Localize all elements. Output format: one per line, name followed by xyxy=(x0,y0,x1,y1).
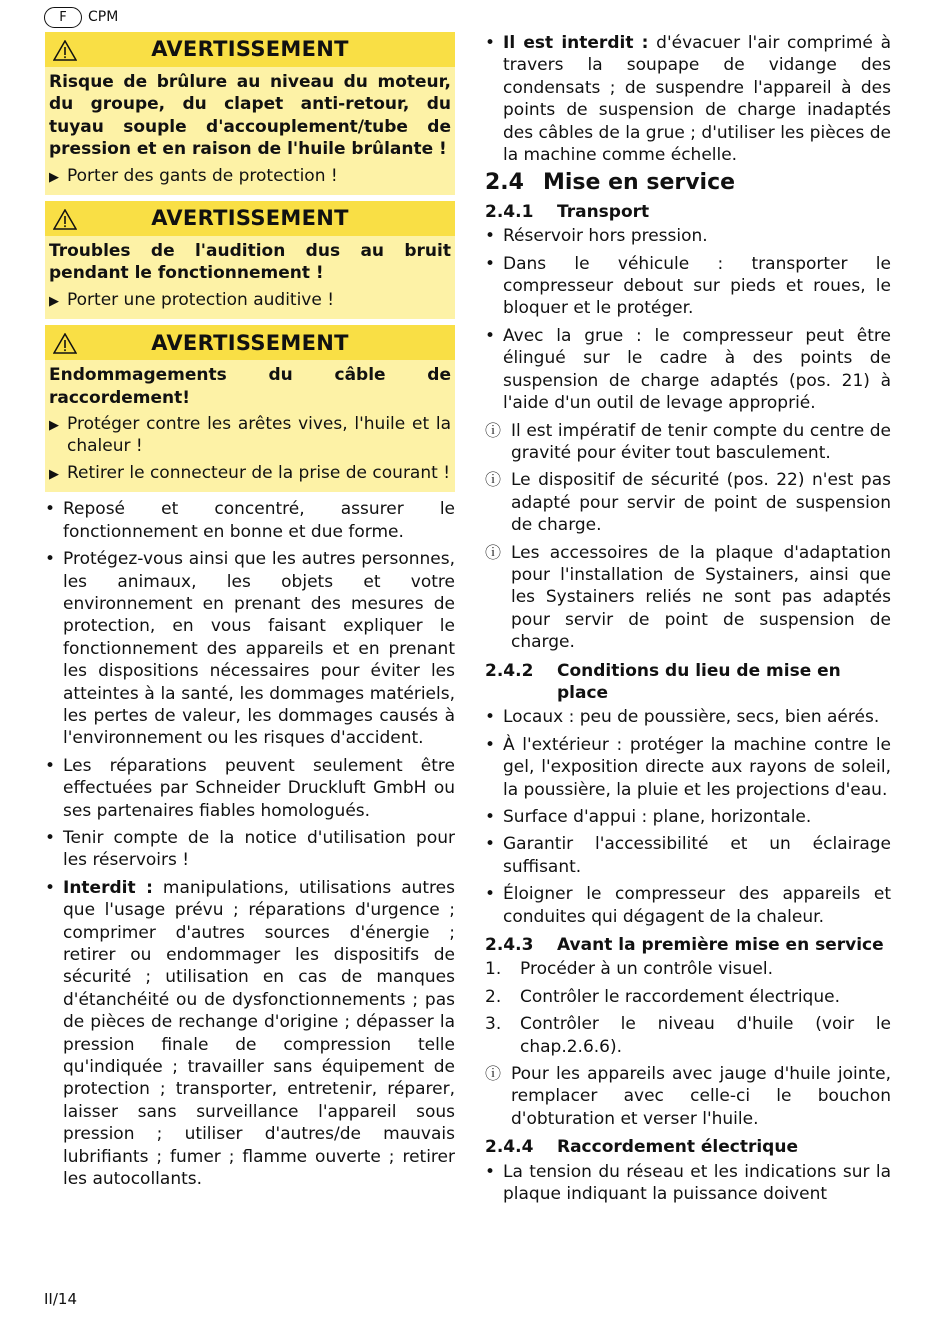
warning-text: Endommagements du câble de raccordement! xyxy=(49,365,451,408)
warning-header xyxy=(45,325,455,360)
bullet-icon: • xyxy=(485,884,496,905)
bullet-icon: • xyxy=(45,755,56,776)
bullet-icon: • xyxy=(485,834,496,855)
triangle-right-icon: ▶ xyxy=(49,418,59,434)
warning-header xyxy=(45,32,455,67)
warning-text: Troubles de l'audition dus au bruit pendant le fonctionnement ! xyxy=(49,241,451,284)
warning-title: AVERTISSEMENT xyxy=(151,330,349,355)
list-item: • Protégez-vous ainsi que les autres personnes, les animaux, les objets et votre environnement en prenant des mesures de protection, en vous faisant expliquer le fonctionnement des appareils et en prenant les dispositions nécessaires pour éviter les atteintes à la santé, les dommages matériels, les pertes de valeur, les dommages causés à l'environnement ou les risques d'accident. xyxy=(45,549,455,749)
triangle-right-icon: ▶ xyxy=(49,169,59,185)
warning-triangle-icon xyxy=(53,209,77,230)
subsection-heading: 2.4.3 Avant la première mise en service xyxy=(485,935,884,956)
product-code: CPM xyxy=(88,9,119,25)
warning-action: ▶ Retirer le connecteur de la prise de courant ! xyxy=(49,462,451,486)
warning-action: ▶ Protéger contre les arêtes vives, l'huile et la chaleur ! xyxy=(49,414,451,457)
warning-text: Risque de brûlure au niveau du moteur, du groupe, du clapet anti-retour, du tuyau souple d'accouplement/tube de pression et en raison de l'huile brûlante ! xyxy=(49,72,451,160)
subsection-heading: 2.4.1 Transport xyxy=(485,201,650,222)
bullet-icon: • xyxy=(45,827,56,848)
info-note: ⓘ Les accessoires de la plaque d'adaptation pour l'installation de Systainers, ainsi que les Systainers reliés ne sont pas adaptés pour servir de point de suspension de charge. xyxy=(485,542,891,653)
right-column xyxy=(485,32,891,1211)
list-item: • Avec la grue : le compresseur peut être élingué sur le cadre à des points de suspension de charge adaptés (pos. 21) à l'aide d'un outil de levage approprié. xyxy=(485,325,891,414)
warning-box-cable xyxy=(45,325,455,492)
list-item: • Dans le véhicule : transporter le compresseur debout sur pieds et roues, le bloquer et le protéger. xyxy=(485,253,891,319)
warning-triangle-icon xyxy=(53,333,77,354)
bullet-icon: • xyxy=(485,707,496,728)
warning-triangle-icon xyxy=(53,40,77,61)
left-column xyxy=(45,32,455,1195)
warning-action: ▶ Porter une protection auditive ! xyxy=(49,289,451,313)
info-icon: ⓘ xyxy=(485,420,502,440)
page-header xyxy=(44,6,118,28)
list-item: • Garantir l'accessibilité et un éclairage suffisant. xyxy=(485,834,891,877)
bullet-icon: • xyxy=(485,253,496,274)
list-item: • Surface d'appui : plane, horizontale. xyxy=(485,807,812,827)
info-note: ⓘ Le dispositif de sécurité (pos. 22) n'est pas adapté pour servir de point de suspension de charge. xyxy=(485,470,891,536)
list-item: • Réservoir hors pression. xyxy=(485,226,708,247)
bullet-icon: • xyxy=(45,549,56,570)
warning-title: AVERTISSEMENT xyxy=(151,37,349,62)
page-number: II/14 xyxy=(44,1290,77,1308)
bullet-icon: • xyxy=(485,1161,496,1182)
info-note: ⓘ Il est impératif de tenir compte du centre de gravité pour éviter tout basculement. xyxy=(485,420,891,463)
warning-box-hearing xyxy=(45,201,455,319)
info-note: ⓘ Pour les appareils avec jauge d'huile jointe, remplacer avec celle-ci le bouchon d'obturation et verser l'huile. xyxy=(485,1064,891,1129)
subsection-heading: 2.4.4 Raccordement électrique xyxy=(485,1137,798,1158)
bullet-icon: • xyxy=(485,807,496,827)
bullet-icon: • xyxy=(485,325,496,346)
list-item: • Reposé et concentré, assurer le fonctionnement en bonne et due forme. xyxy=(45,499,455,542)
bullet-icon: • xyxy=(485,226,496,247)
numbered-step: 3. Contrôler le niveau d'huile (voir le chap.2.6.6). xyxy=(485,1014,891,1057)
bullet-icon: • xyxy=(45,877,56,898)
numbered-step: 1. Procéder à un contrôle visuel. xyxy=(485,959,773,980)
info-icon: ⓘ xyxy=(485,470,502,490)
bullet-icon: • xyxy=(485,33,496,53)
subsection-heading: 2.4.2 Conditions du lieu de mise en place xyxy=(485,660,841,703)
info-icon: ⓘ xyxy=(485,542,502,562)
list-item: • Les réparations peuvent seulement être effectuées par Schneider Druckluft GmbH ou ses partenaires fiables homologués. xyxy=(45,755,455,821)
numbered-step: 2. Contrôler le raccordement électrique. xyxy=(485,986,840,1007)
bullet-icon: • xyxy=(485,734,496,755)
list-item: • La tension du réseau et les indications sur la plaque indiquant la puissance doivent xyxy=(485,1161,891,1205)
triangle-right-icon: ▶ xyxy=(49,466,59,482)
language-badge: F xyxy=(44,7,82,28)
list-item: • Éloigner le compresseur des appareils et conduites qui dégagent de la chaleur. xyxy=(485,884,891,927)
warning-action: ▶ Porter des gants de protection ! xyxy=(49,165,451,189)
list-item: • À l'extérieur : protéger la machine contre le gel, l'exposition directe aux rayons de soleil, la poussière, la pluie et les projections d'eau. xyxy=(485,734,891,800)
bullet-icon: • xyxy=(45,499,56,520)
list-item-interdit: • Il est interdit : d'évacuer l'air comprimé à travers la soupape de vidange des condensats ; de suspendre l'appareil à des points de suspension de charge inadaptés des câbles de la grue ; d'utiliser les pièces de la machine comme échelle. xyxy=(485,33,891,166)
section-heading: 2.4 Mise en service xyxy=(485,170,736,196)
list-item: • Locaux : peu de poussière, secs, bien aérés. xyxy=(485,707,880,728)
triangle-right-icon: ▶ xyxy=(49,293,59,309)
warning-box-burn xyxy=(45,32,455,195)
interdit-label: Interdit : xyxy=(63,877,153,898)
warning-title: AVERTISSEMENT xyxy=(151,206,349,231)
list-item-interdit: • Interdit : manipulations, utilisations autres que l'usage prévu ; réparations d'urgence ; comprimer d'autres sources d'énergie ; retirer ou endommager les dispositifs de sécurité ; utilisation en cas de manques d'étanchéité ou de dysfonctionnements ; pas de pièces de rechange d'origine ; dépasser la pression finale de compression telle qu'indiquée ; travailler sans équipement de protection ; transporter, entretenir, réparer, laisser sans surveillance l'appareil sous pression ; utiliser d'autres/de mauvais lubrifiants ; fumer ; flamme ouverte ; retirer les autocollants. xyxy=(45,877,455,1190)
info-icon: ⓘ xyxy=(485,1064,502,1084)
interdit-label: Il est interdit : xyxy=(503,33,649,53)
warning-header xyxy=(45,201,455,236)
list-item: • Tenir compte de la notice d'utilisation pour les réservoirs ! xyxy=(45,827,455,871)
